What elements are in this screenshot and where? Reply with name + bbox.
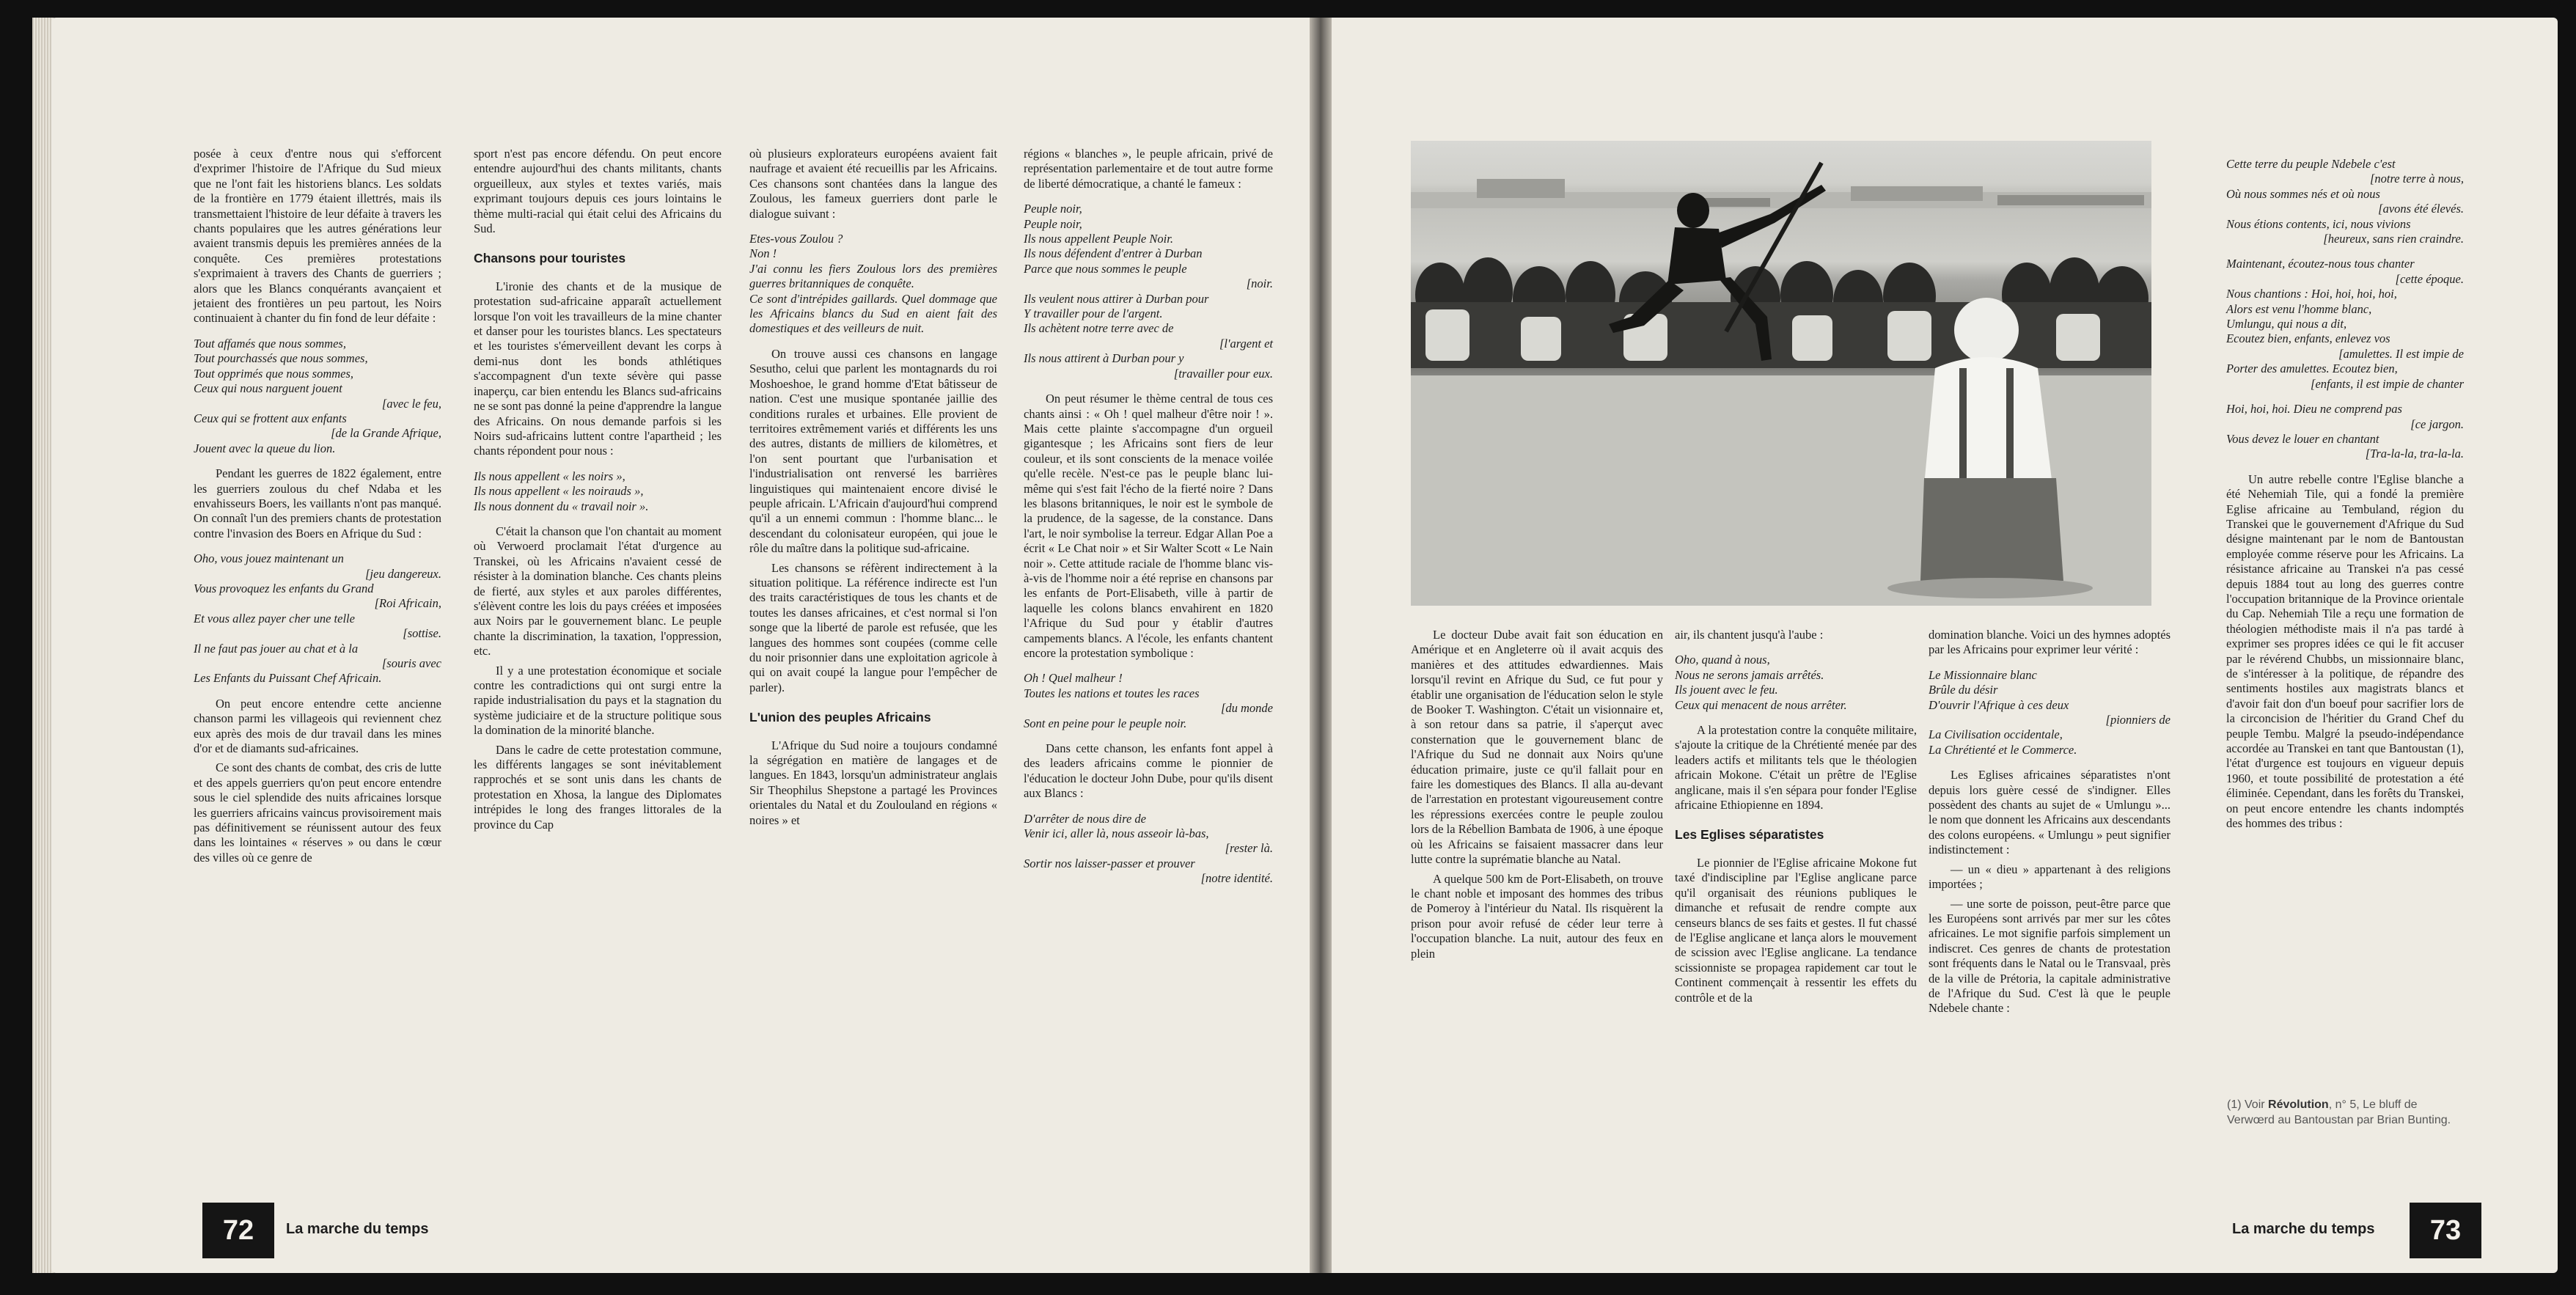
paragraph: Les Eglises africaines séparatistes n'ont depuis lors guère cessé de s'indigner. Elles possèdent des chants au sujet de « Umlungu »... le nom que donnent les Africains aux descendants des colons européens. « Umlungu » peut signifier indistinctement : <box>1929 768 2170 857</box>
left-col-2 <box>474 147 722 837</box>
verse-block <box>1929 668 2170 757</box>
footnote-rest: , n° 5, Le bluff de Verwœrd au Bantoustan par Brian Bunting. <box>2227 1098 2451 1126</box>
page-number-left: 72 <box>202 1203 274 1258</box>
verse-line: Ils veulent nous attirer à Durban pour <box>1024 291 1209 306</box>
verse-line: Y travailler pour de l'argent. <box>1024 307 1163 321</box>
paragraph: Les chansons se réfèrent indirectement à la situation politique. La référence indirecte est l'un des traits caractéristiques de tous les chants et de toutes les danses africaines, et c'est normal si l'on songe que la liberté de parole est refusée, que les langues des hommes sont coupées (comme celle du noir prisonnier dans une exploitation agricole à qui on avait coupé la langue pour l'empêcher de parler). <box>749 560 997 694</box>
verse-line: Nous chantions : Hoi, hoi, hoi, hoi, <box>2226 287 2397 301</box>
footnote-title: Révolution <box>2268 1098 2329 1111</box>
paragraph: L'ironie des chants et de la musique de protestation sud-africaine apparaît actuellement lorsque l'on voit les travailleurs de la mine chanter et danser pour les touristes blancs. Les spectateurs et les touristes s'émerveillent devant les corps à demi-nus dont les bonds athlétiques s'accompagnent d'un texte sévère qui passe inaperçu, car bien entendu les Blancs sud-africains ne se sont pas donné la peine d'apprendre la langue des Africains. On nous demande parfois si les Noirs sud-africains luttent contre l'apartheid ; les chants répondent pour nous : <box>474 279 722 458</box>
verse-line: Non ! <box>749 246 777 261</box>
paragraph: domination blanche. Voici un des hymnes adoptés par les Africains pour exprimer leur vérité : <box>1929 628 2170 657</box>
paragraph: Le pionnier de l'Eglise africaine Mokone fut taxé d'indiscipline par l'Eglise anglicane parce qu'il organisait des réunions publiques le dimanche et refusait de rendre compte aux censeurs blancs de ses faits et gestes. Il fut chassé de l'Eglise anglicane et lança alors le mouvement de scission avec l'Eglise anglicane. La tendance scissionniste se propagea rapidement car tout le Continent commençait à ressentir les effets du contrôle et de la <box>1675 855 1917 1005</box>
paragraph: où plusieurs explorateurs européens avaient fait naufrage et avaient été recueillis par les Africains. Ces chansons sont chantées dans la langue des Zoulous, les fameux guerriers dont parle le dialogue suivant : <box>749 147 997 221</box>
verse-line: [rester là. <box>1225 841 1273 856</box>
verse-block <box>2226 257 2464 392</box>
verse-line: Jouent avec la queue du lion. <box>194 441 336 455</box>
verse-block <box>1024 671 1273 731</box>
section-heading: Chansons pour touristes <box>474 251 626 266</box>
paragraph: C'était la chanson que l'on chantait au moment où Verwoerd proclamait l'état d'urgence au Transkei, où les Africains n'avaient cessé de résister à la domination blanche. Ces chants pleins de fierté, aux styles et aux paroles différentes, s'élèvent contre les lois du pays créées et imposées aux Noirs par le gouvernement blanc. Le peuple chante la discrimination, la taxation, l'oppression, etc. <box>474 524 722 658</box>
verse-line: [amulettes. Il est impie de <box>2338 346 2464 361</box>
verse-line: Les Enfants du Puissant Chef Africain. <box>194 671 382 686</box>
verse-line: Hoi, hoi, hoi. Dieu ne comprend pas <box>2226 402 2402 417</box>
paragraph: A quelque 500 km de Port-Elisabeth, on trouve le chant noble et imposant des hommes des tribus de Pomeroy à l'intérieur du Natal. Ils risquèrent la prison pour avoir refusé de céder leur terre à l'occupation blanche. La nuit, autour des feux en plein <box>1411 871 1663 961</box>
verse-block <box>2226 402 2464 462</box>
left-col-4 <box>1024 147 1273 897</box>
paragraph: Il y a une protestation économique et sociale contre les contradictions qui ont surgi entre la rapide industrialisation du pays et la stagnation du système judiciaire et de la structure politique sous la domination de la minorité blanche. <box>474 663 722 738</box>
paragraph: Dans cette chanson, les enfants font appel à des leaders africains comme le pionnier de l'éducation le docteur John Dube, pour qu'ils disent aux Blancs : <box>1024 741 1273 801</box>
verse-line: Alors est venu l'homme blanc, <box>2226 301 2372 316</box>
verse-line: [notre identité. <box>1200 871 1273 886</box>
verse-line: [jeu dangereux. <box>365 566 441 581</box>
verse-line: [notre terre à nous, <box>2369 172 2464 186</box>
verse-line: [noir. <box>1246 276 1273 291</box>
verse-line: [Tra-la-la, tra-la-la. <box>2365 447 2464 461</box>
paragraph: Ce sont des chants de combat, des cris de lutte et des appels guerriers qu'on peut encore entendre sous le ciel splendide des nuits africaines lorsque les guerriers africains vaincus provisoirement mais pas définitivement se réunissent autour des feux dans les lointaines « réserves » ou dans le cœur des villes où ce genre de <box>194 760 441 865</box>
paragraph: Dans le cadre de cette protestation commune, les différents langages se sont inévitablement rapprochés et se sont unis dans les chants de protestation en Xhosa, la langue des Diplomates intrépides le long des franges littorales de la province du Cap <box>474 742 722 832</box>
verse-line: Etes-vous Zoulou ? <box>749 232 843 246</box>
verse-line: Ils nous appellent « les noirs », <box>474 469 625 483</box>
verse-line: Oh ! Quel malheur ! <box>1024 671 1123 686</box>
left-col-1 <box>194 147 441 870</box>
photo-dancer-and-crowd <box>1411 141 2151 606</box>
verse-line: Ils nous appellent Peuple Noir. <box>1024 232 1173 246</box>
paragraph: Le docteur Dube avait fait son éducation en Amérique et en Angleterre où il avait acquis des manières et des attitudes edwardiennes. Mais lorsqu'il revint en Afrique du Sud, ce fut pour y établir une organisation de l'éducation selon le style de Booker T. Washington. C'était un visionnaire et, à son retour dans sa patrie, il s'aperçut avec consternation que le gouvernement blanc de l'Afrique du Sud ne donnait aux Noirs qu'une éducation primaire, juste ce qu'il fallait pour en faire les domestiques des Blancs. Il alla au-devant de l'arrestation en protestant vigoureusement contre les répressions exercées contre le peuple zoulou lors de la Rébellion Bambata de 1906, à une époque où les Africains se faisaient massacrer dans leur lutte contre la suprématie blanche au Natal. <box>1411 628 1663 867</box>
book-gutter <box>1310 18 1332 1273</box>
paragraph: L'Afrique du Sud noire a toujours condamné la ségrégation en matière de langages et de langues. En 1843, lorsqu'un administrateur anglais Sir Theophilus Shepstone a partagé les Provinces orientales du Natal et du Zoulouland en régions « noires » et <box>749 738 997 827</box>
verse-line: Maintenant, écoutez-nous tous chanter <box>2226 257 2415 271</box>
verse-line: Tout affamés que nous sommes, <box>194 336 346 351</box>
verse-line: Et vous allez payer cher une telle <box>194 611 355 626</box>
verse-line: Ils jouent avec le feu. <box>1675 683 1778 697</box>
paragraph: air, ils chantent jusqu'à l'aube : <box>1675 628 1824 642</box>
right-col-3 <box>1929 628 2170 1021</box>
verse-line: [du monde <box>1220 701 1273 716</box>
verse-line: Ils achètent notre terre avec de <box>1024 321 1174 336</box>
footnote-prefix: (1) Voir <box>2227 1098 2265 1111</box>
verse-line: [Roi Africain, <box>374 596 441 611</box>
verse-line: [l'argent et <box>1219 336 1273 351</box>
verse-line: J'ai connu les fiers Zoulous lors des premières guerres britanniques de conquête. <box>749 261 997 291</box>
paragraph: posée à ceux d'entre nous qui s'efforcent d'exprimer l'histoire de l'Afrique du Sud mieux que ne l'ont fait les historiens blancs. Les soldats de la frontière en 1779 étaient illettrés, mais ils transmettaient l'histoire de leur défaite à travers les chants populaires que les autres générations leur avaient transmis depuis les premières années de la conquête. Ces premières protestations s'exprimaient à travers des Chants de guerriers ; alors que les Blancs conquérants avançaient et jetaient des frontières un peu partout, les Noirs continuaient à chanter du fin fond de leur défaite : <box>194 147 441 326</box>
verse-line: Nous étions contents, ici, nous vivions <box>2226 216 2411 231</box>
verse-line: Parce que nous sommes le peuple <box>1024 261 1187 276</box>
paragraph: Pendant les guerres de 1822 également, entre les guerriers zoulous du chef Ndaba et les envahisseurs Boers, les vaillants n'ont pas manqué. On connaît l'un des premiers chants de protestation contre l'invasion des Boers en Afrique du Sud : <box>194 466 441 540</box>
verse-line: Ce sont d'intrépides gaillards. Quel dommage que les Africains blancs du Sud en aient fait des domestiques et des veilleurs de nuit. <box>749 291 997 336</box>
verse-line: Venir ici, aller là, nous asseoir là-bas, <box>1024 826 1209 841</box>
paragraph: — une sorte de poisson, peut-être parce que les Européens sont arrivés par mer sur les côtes africaines. Le mot signifie parfois simplement un indiscret. Ces genres de chants de protestation sont fréquents dans le Natal ou le Transvaal, près de la ville de Prétoria, la capitale administrative de l'Afrique du Sud. C'est là que le peuple Ndebele chante : <box>1929 896 2170 1016</box>
verse-line: Ils nous appellent « les noirauds », <box>474 484 644 499</box>
verse-block <box>1024 812 1273 887</box>
paragraph: On peut encore entendre cette ancienne chanson parmi les villageois qui reviennent chez eux après des mois de dur travail dans les mines d'or et de diamants sud-africaines. <box>194 696 441 756</box>
verse-line: La Chrétienté et le Commerce. <box>1929 742 2077 757</box>
verse-line: Brûle du désir <box>1929 683 1998 697</box>
verse-line: Ceux qui se frottent aux enfants <box>194 411 347 425</box>
section-heading: L'union des peuples Africains <box>749 710 931 725</box>
verse-line: Nous ne serons jamais arrêtés. <box>1675 667 1824 682</box>
verse-line: [sottise. <box>403 626 441 641</box>
verse-line: [souris avec <box>381 656 441 670</box>
verse-line: [avec le feu, <box>381 396 441 411</box>
verse-line: [pionniers de <box>2105 713 2170 727</box>
verse-line: Peuple noir, <box>1024 202 1082 216</box>
right-col-2 <box>1675 628 1917 1010</box>
verse-line: [avons été élevés. <box>2378 202 2464 216</box>
page-number-right: 73 <box>2410 1203 2481 1258</box>
verse-line: Oho, quand à nous, <box>1675 653 1770 667</box>
verse-line: Vous provoquez les enfants du Grand <box>194 581 374 595</box>
verse-line: D'arrêter de nous dire de <box>1024 811 1146 826</box>
verse-block <box>194 337 441 456</box>
verse-line: Ils nous défendent d'entrer à Durban <box>1024 246 1203 261</box>
verse-line: [de la Grande Afrique, <box>331 426 441 441</box>
verse-block <box>1024 202 1273 381</box>
left-page <box>51 18 1310 1273</box>
verse-line: Ceux qui menacent de nous arrêter. <box>1675 697 1847 712</box>
verse-line: Ils nous donnent du « travail noir ». <box>474 499 649 513</box>
verse-line: [enfants, il est impie de chanter <box>2311 376 2464 391</box>
verse-line: Il ne faut pas jouer au chat et à la <box>194 641 359 656</box>
verse-line: Peuple noir, <box>1024 216 1082 231</box>
paragraph: On peut résumer le thème central de tous ces chants ainsi : « Oh ! quel malheur d'être noir ! ». Mais cette plainte s'accompagne d'un orgueil gigantesque ; les Africains sont fiers de leur couleur, et ils sont conscients de la menace voilée qu'elle recèle. N'est-ce pas le peuple blanc lui-même qui s'est fait l'écho de la fierté noire ? Dans les blasons britanniques, le noir est le symbole de la prudence, de la sagesse, de la constance. Dans l'art, le noir symbolise la terreur. Edgar Allan Poe a écrit « Le Chat noir » et Sir Walter Scott « Le Nain noir ». Cette attitude raciale de l'homme blanc vis-à-vis de l'homme noir a été reprise en chansons par les enfants de Port-Elisabeth, ville à partir de laquelle les colons blancs envahirent en 1820 l'Afrique du Sud pour y établir d'autres campements blancs. A l'école, les enfants chantent encore la protestation symbolique : <box>1024 392 1273 660</box>
verse-line: [heureux, sans rien craindre. <box>2323 232 2464 246</box>
verse-block <box>749 232 997 337</box>
paragraph: On trouve aussi ces chansons en langage Sesutho, celui que parlent les montagnards du roi Moshoeshoe, le grand homme d'Etat bâtisseur de nation. C'est une musique spontanée jaillie des conditions rurales et urbaines. Elle provient de territoires extrêmement variés et différents les uns des autres, distants de milliers de kilomètres, et l'on sent pourtant que l'urbanisation et l'industrialisation ont renversé les barrières linguistiques qui maintenaient encore divisé le peuple africain. L'Africain d'aujourd'hui comprend qu'il a un ennemi commun : l'homme blanc... le descendant du colonisateur européen, qui joue le rôle du maître dans la politique sud-africaine. <box>749 346 997 556</box>
left-col-3 <box>749 147 997 832</box>
verse-line: Où nous sommes nés et où nous <box>2226 186 2380 201</box>
verse-line: Ils nous attirent à Durban pour y <box>1024 351 1184 366</box>
verse-line: Porter des amulettes. Ecoutez bien, <box>2226 362 2398 376</box>
footnote <box>2227 1097 2454 1128</box>
verse-line: Ecoutez bien, enfants, enlevez vos <box>2226 331 2390 346</box>
paragraph: — un « dieu » appartenant à des religions importées ; <box>1929 862 2170 892</box>
paragraph: régions « blanches », le peuple africain, privé de représentation parlementaire et de tout autre forme de liberté démocratique, a chanté le fameux : <box>1024 147 1273 191</box>
running-head-right: La marche du temps <box>2232 1221 2375 1237</box>
verse-block <box>474 469 722 514</box>
right-page <box>1332 18 2558 1273</box>
verse-block <box>1675 653 1917 713</box>
right-col-1 <box>1411 628 1663 966</box>
verse-line: Tout opprimés que nous sommes, <box>194 366 354 381</box>
verse-line: Ceux qui nous narguent jouent <box>194 381 342 396</box>
verse-line: Tout pourchassés que nous sommes, <box>194 351 368 366</box>
paragraph: A la protestation contre la conquête militaire, s'ajoute la critique de la Chrétienté menée par des leaders actifs et militants tels que le théologien africain Mokone. C'était un prêtre de l'Eglise anglicane, mais il s'en sépara pour fonder l'Eglise africaine Ethiopienne en 1894. <box>1675 723 1917 812</box>
verse-line: Sortir nos laisser-passer et prouver <box>1024 856 1195 870</box>
right-col-4 <box>2226 147 2464 835</box>
section-heading: Les Eglises séparatistes <box>1675 827 1824 843</box>
verse-line: Sont en peine pour le peuple noir. <box>1024 716 1187 730</box>
verse-line: Vous devez le louer en chantant <box>2226 431 2379 446</box>
verse-line: Cette terre du peuple Ndebele c'est <box>2226 157 2396 171</box>
verse-block <box>194 551 441 686</box>
verse-line: Toutes les nations et toutes les races <box>1024 686 1200 700</box>
verse-line: La Civilisation occidentale, <box>1929 727 2063 742</box>
paragraph: Un autre rebelle contre l'Eglise blanche a été Nehemiah Tile, qui a fondé la première Eglise africaine au Tembuland, région du Transkei que le gouvernement d'Afrique du Sud désigne maintenant par le nom de Bantoustan employée comme réserve pour les Africains. La résistance africaine au Transkei n'a pas cessé depuis 1884 tout au long des guerres contre l'occupation britannique de la Province orientale du Cap. Nehemiah Tile a reçu une formation de théologien méthodiste mais il n'a pas tardé à exprimer ses propres idées ce qui le fit accuser par le révérend Chubbs, un missionnaire blanc, de s'intéresser à la politique, de répandre des sentiments hostiles aux magistrats blancs et d'avoir fait don d'un boeuf pour sacrifier lors de la circoncision de l'héritier du Grand Chef du peuple Tembu. Malgré la pseudo-indépendance accordée au Transkei en tant que Bantoustan (1), l'état d'urgence est toujours en vigueur depuis 1960, et toute possibilité de protestation a été éliminée. Cependant, dans les forêts du Transkei, on peut encore entendre les chants indomptés des hommes des tribus : <box>2226 472 2464 831</box>
verse-line: Le Missionnaire blanc <box>1929 667 2037 682</box>
paragraph: sport n'est pas encore défendu. On peut encore entendre aujourd'hui des chants militants, chants orgueilleux, aux styles et textes variés, mais exprimant toujours depuis ces jours lointains le thème multi-racial qui était celui des Africains du Sud. <box>474 147 722 236</box>
verse-line: [ce jargon. <box>2410 417 2464 431</box>
verse-line: Umlungu, qui nous a dit, <box>2226 317 2347 331</box>
verse-line: Oho, vous jouez maintenant un <box>194 551 344 566</box>
running-head-left: La marche du temps <box>286 1221 429 1237</box>
verse-line: D'ouvrir l'Afrique à ces deux <box>1929 697 2069 712</box>
verse-line: [travailler pour eux. <box>1173 366 1273 381</box>
verse-line: [cette époque. <box>2395 271 2464 286</box>
verse-block <box>2226 157 2464 246</box>
